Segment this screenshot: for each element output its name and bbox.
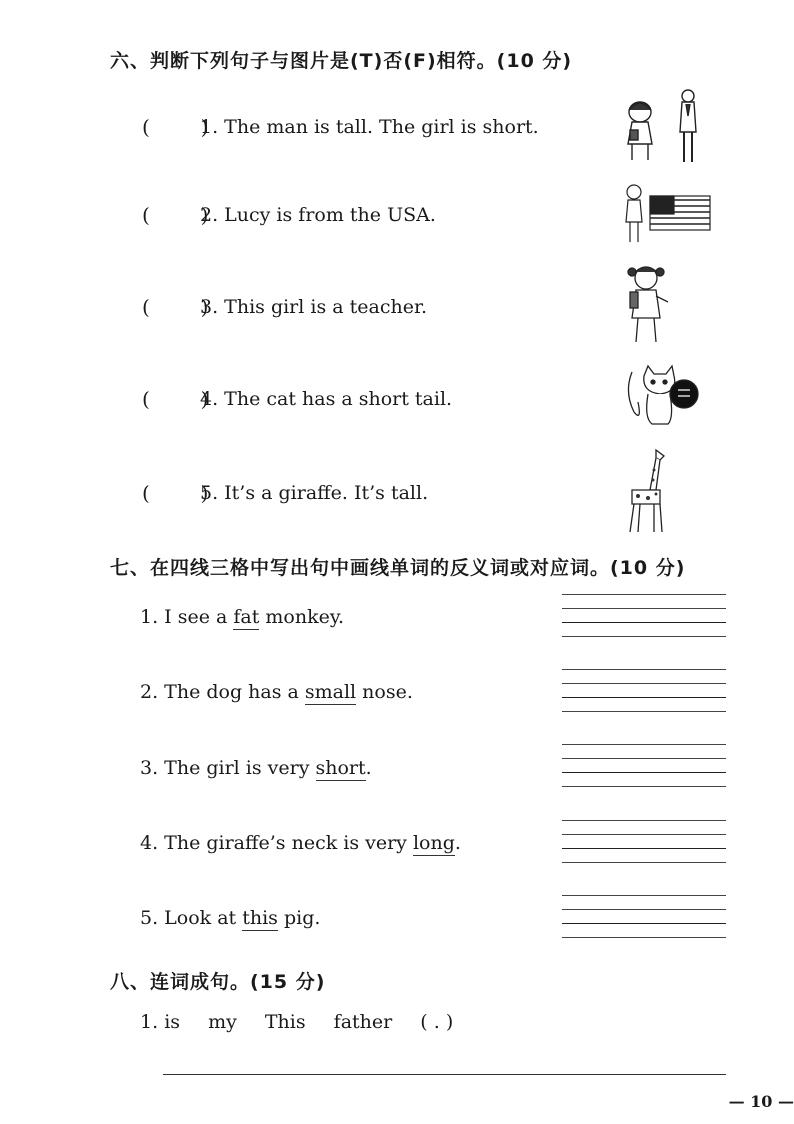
man-and-girl-icon [620,86,710,166]
underlined-word: fat [233,606,260,628]
sentence-item [140,832,461,854]
sentence-text: . [454,832,461,854]
section-6-heading: 六、判断下列句子与图片是(T)否(F)相符。(10 分) [110,50,573,72]
sentence-text: . [365,757,372,779]
sentence-item [140,907,320,929]
sentence-text: 5. Look at [140,907,243,929]
giraffe-icon [620,446,670,536]
scrambled-word: This [264,1011,306,1033]
question-text: 4. The cat has a short tail. [200,388,453,410]
answer-parentheses[interactable]: ( ) [142,387,209,411]
four-line-grid[interactable] [562,594,726,638]
sentence-text: 1. I see a [140,606,234,628]
word-order-item [140,1011,475,1033]
question-text: 2. Lucy is from the USA. [200,204,436,226]
cat-icon [622,362,700,430]
underlined-word: this [242,907,278,929]
four-line-grid[interactable] [562,669,726,713]
scrambled-word: father [333,1011,393,1033]
sentence-text: nose. [356,681,413,703]
schoolgirl-icon [622,262,678,348]
answer-parentheses[interactable]: ( ) [142,115,209,139]
section-8-heading: 八、连词成句。(15 分) [110,971,326,993]
scrambled-word: my [208,1011,237,1033]
answer-parentheses[interactable]: ( ) [142,295,209,319]
sentence-text: pig. [277,907,321,929]
underlined-word: small [304,681,357,703]
answer-parentheses[interactable]: ( ) [142,481,209,505]
answer-line[interactable] [163,1074,726,1075]
question-text: 1. The man is tall. The girl is short. [200,116,539,138]
item-number: 1. [140,1011,159,1033]
four-line-grid[interactable] [562,744,726,788]
answer-parentheses[interactable]: ( ) [142,203,209,227]
sentence-text: 4. The giraffe’s neck is very [140,832,413,854]
four-line-grid[interactable] [562,820,726,864]
underlined-word: short [315,757,366,779]
question-text: 3. This girl is a teacher. [200,296,427,318]
scrambled-word: ( . ) [420,1011,454,1033]
scrambled-word: is [164,1011,181,1033]
page-number: — 10 — [728,1092,794,1111]
girl-with-usa-flag-icon [620,180,712,246]
sentence-item [140,681,413,703]
underlined-word: long [412,832,455,854]
question-text: 5. It’s a giraffe. It’s tall. [200,482,429,504]
sentence-text: 2. The dog has a [140,681,305,703]
sentence-text: monkey. [259,606,345,628]
sentence-item [140,757,372,779]
section-7-heading: 七、在四线三格中写出句中画线单词的反义词或对应词。(10 分) [110,557,686,579]
four-line-grid[interactable] [562,895,726,939]
sentence-item [140,606,344,628]
sentence-text: 3. The girl is very [140,757,316,779]
